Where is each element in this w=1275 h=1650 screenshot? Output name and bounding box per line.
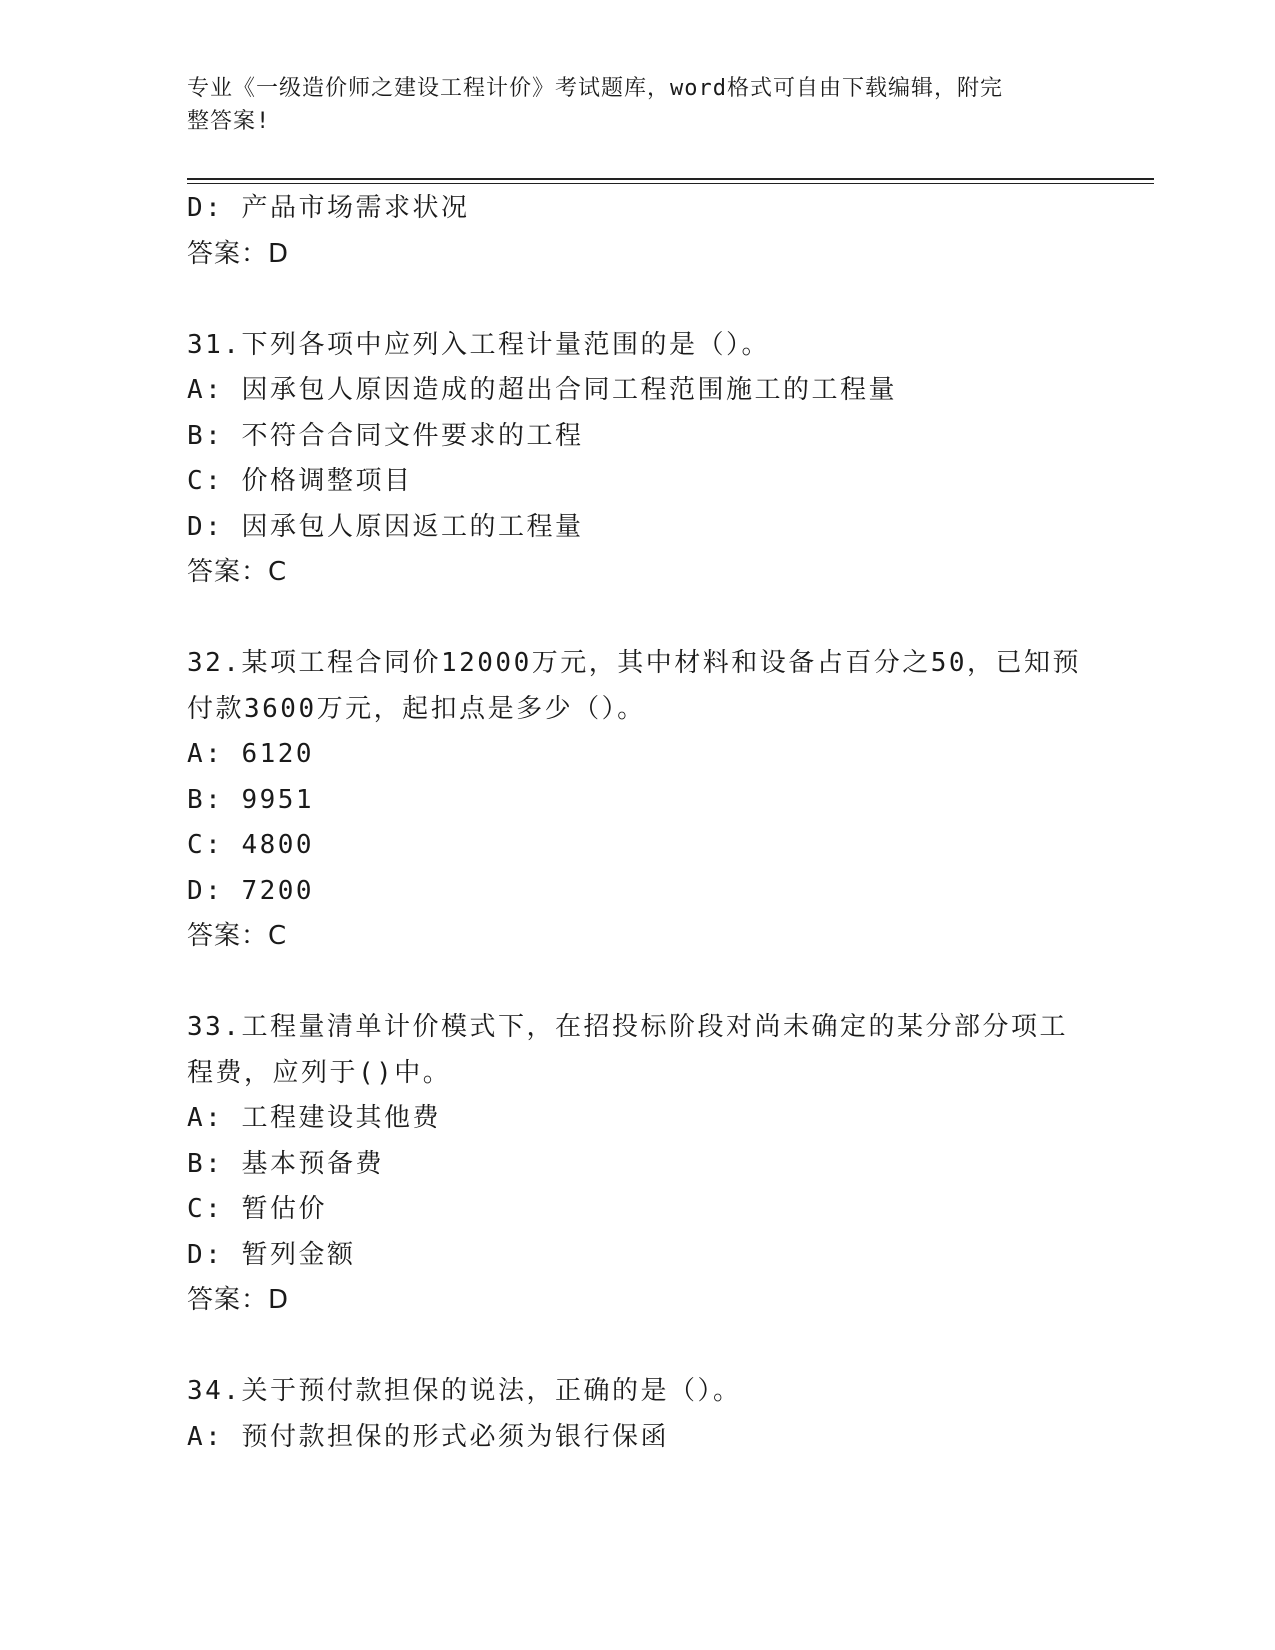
- q32-option-d: D: 7200: [187, 875, 315, 906]
- q33-stem-line-1: 33.工程量清单计价模式下，在招投标阶段对尚未确定的某分部分项工: [187, 1012, 1068, 1042]
- q31-stem: 31.下列各项中应列入工程计量范围的是（）。: [187, 329, 770, 360]
- spacer: [187, 596, 1087, 642]
- q34-option-a: A: 预付款担保的形式必须为银行保函: [187, 1421, 669, 1452]
- header-line-2: 整答案!: [187, 109, 271, 134]
- document-header: [187, 72, 1067, 138]
- spacer: [187, 277, 1087, 323]
- q33-option-d: D: 暂列金额: [187, 1239, 356, 1270]
- q32-answer: 答案：C: [187, 921, 288, 951]
- spacer: [187, 1324, 1087, 1370]
- prev-answer: 答案：D: [187, 238, 290, 269]
- q32-option-b: B: 9951: [187, 784, 315, 815]
- q31-option-c: C: 价格调整项目: [187, 466, 413, 496]
- q31-option-d: D: 因承包人原因返工的工程量: [187, 511, 584, 542]
- question-list: [187, 186, 1087, 1460]
- q31-option-b: B: 不符合合同文件要求的工程: [187, 420, 584, 451]
- header-divider-thick: [187, 178, 1154, 180]
- q33-answer: 答案：D: [187, 1285, 290, 1315]
- header-divider-thin: [187, 183, 1154, 184]
- q32-option-a: A: 6120: [187, 739, 315, 769]
- header-line-1: 专业《一级造价师之建设工程计价》考试题库，word格式可自由下载编辑，附完: [187, 76, 1003, 101]
- q31-option-a: A: 因承包人原因造成的超出合同工程范围施工的工程量: [187, 375, 897, 405]
- q34-stem: 34.关于预付款担保的说法，正确的是（）。: [187, 1376, 742, 1406]
- q33-option-b: B: 基本预备费: [187, 1148, 384, 1179]
- q33-option-c: C: 暂估价: [187, 1194, 327, 1224]
- q33-stem-line-2: 程费，应列于()中。: [187, 1057, 452, 1088]
- q32-option-c: C: 4800: [187, 830, 315, 860]
- spacer: [187, 960, 1087, 1006]
- prev-option-d: D: 产品市场需求状况: [187, 193, 470, 223]
- q33-option-a: A: 工程建设其他费: [187, 1103, 441, 1133]
- q31-answer: 答案：C: [187, 557, 288, 587]
- q32-stem-line-2: 付款3600万元，起扣点是多少（）。: [187, 693, 646, 724]
- q32-stem-line-1: 32.某项工程合同价12000万元，其中材料和设备占百分之50，已知预: [187, 648, 1082, 678]
